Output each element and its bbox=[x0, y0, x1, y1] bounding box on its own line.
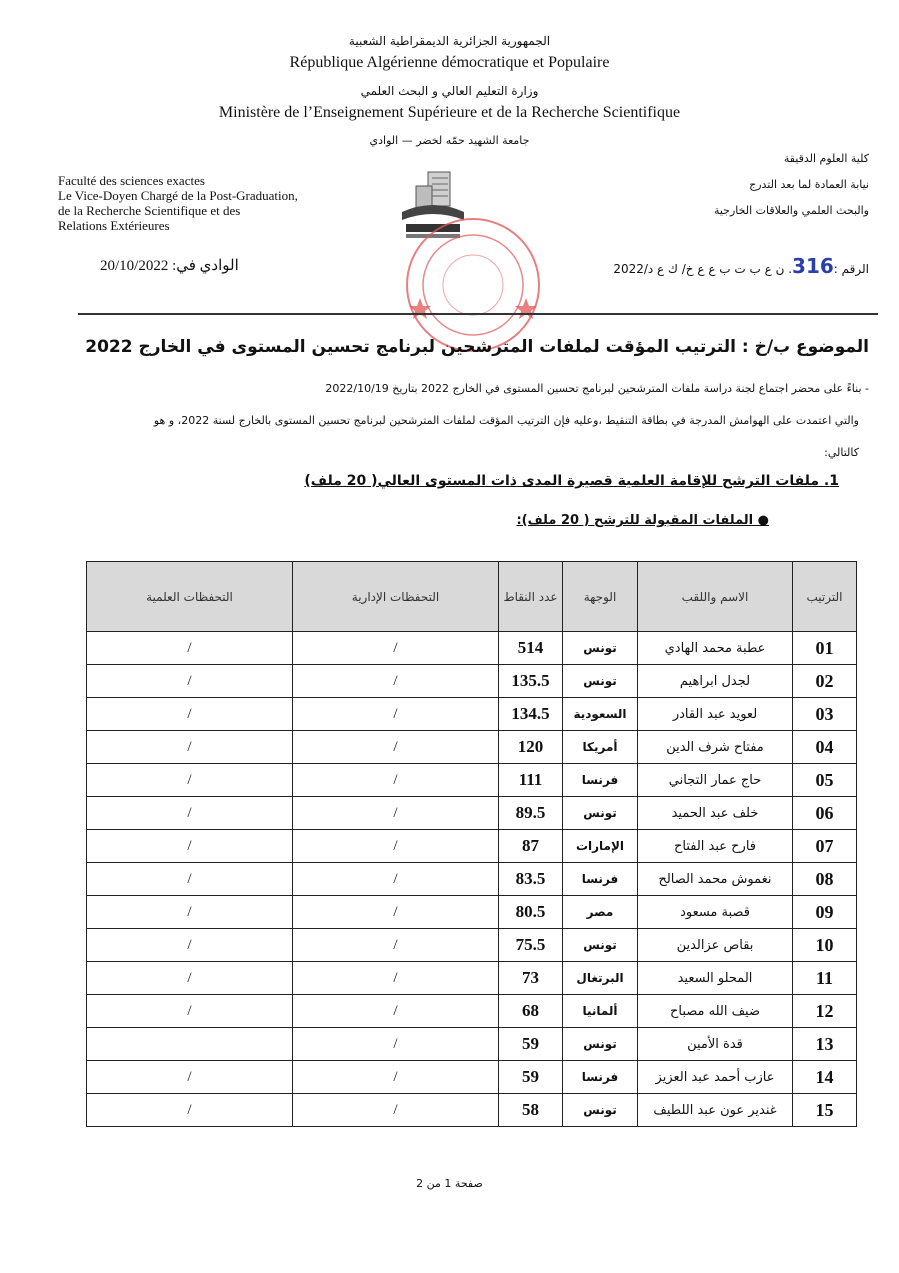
scientific-reservation-cell: / bbox=[87, 698, 293, 731]
destination-cell: ألمانيا bbox=[563, 995, 638, 1028]
destination-cell: أمريكا bbox=[563, 731, 638, 764]
scientific-reservation-cell: / bbox=[87, 1061, 293, 1094]
table-row bbox=[87, 929, 857, 962]
rank-cell: 07 bbox=[793, 830, 857, 863]
header-points: عدد النقاط bbox=[499, 562, 563, 632]
faculty-fr-line2: Le Vice-Doyen Chargé de la Post-Graduation, bbox=[58, 188, 298, 203]
name-cell: عطبة محمد الهادي bbox=[638, 632, 793, 665]
admin-reservation-cell: / bbox=[293, 995, 499, 1028]
reference-label: الرقم : bbox=[833, 262, 869, 276]
admin-reservation-cell: / bbox=[293, 797, 499, 830]
destination-cell: تونس bbox=[563, 929, 638, 962]
admin-reservation-cell: / bbox=[293, 698, 499, 731]
name-cell: خلف عبد الحميد bbox=[638, 797, 793, 830]
faculty-fr-line4: Relations Extérieures bbox=[58, 218, 170, 233]
rank-cell: 01 bbox=[793, 632, 857, 665]
scientific-reservation-cell: / bbox=[87, 1094, 293, 1127]
paragraph-3: كالتالي: bbox=[824, 446, 859, 459]
header-admin-reservations: التحفظات الإدارية bbox=[293, 562, 499, 632]
scientific-reservation-cell: / bbox=[87, 764, 293, 797]
header-rank: الترتيب bbox=[793, 562, 857, 632]
table-header-row bbox=[87, 562, 857, 632]
points-cell: 68 bbox=[499, 995, 563, 1028]
admin-reservation-cell: / bbox=[293, 1094, 499, 1127]
table-row bbox=[87, 896, 857, 929]
candidates-table-wrapper bbox=[86, 561, 856, 1127]
scientific-reservation-cell: / bbox=[87, 830, 293, 863]
destination-cell: فرنسا bbox=[563, 764, 638, 797]
name-cell: حاج عمار التجاني bbox=[638, 764, 793, 797]
rank-cell: 05 bbox=[793, 764, 857, 797]
points-cell: 514 bbox=[499, 632, 563, 665]
name-cell: لجدل ابراهيم bbox=[638, 665, 793, 698]
points-cell: 120 bbox=[499, 731, 563, 764]
rank-cell: 12 bbox=[793, 995, 857, 1028]
scientific-reservation-cell: / bbox=[87, 995, 293, 1028]
destination-cell: فرنسا bbox=[563, 863, 638, 896]
rank-cell: 15 bbox=[793, 1094, 857, 1127]
name-cell: لعويد عبد القادر bbox=[638, 698, 793, 731]
points-cell: 83.5 bbox=[499, 863, 563, 896]
header-scientific-reservations: التحفظات العلمية bbox=[87, 562, 293, 632]
name-cell: قدة الأمين bbox=[638, 1028, 793, 1061]
header-destination: الوجهة bbox=[563, 562, 638, 632]
rank-cell: 09 bbox=[793, 896, 857, 929]
scientific-reservation-cell bbox=[87, 1028, 293, 1061]
paragraph-1: - بناءً على محضر اجتماع لجنة دراسة ملفات المترشحين لبرنامج تحسين المستوى في الخارج 2022 بتاريخ 2022/10/19 bbox=[325, 382, 869, 395]
table-row bbox=[87, 830, 857, 863]
destination-cell: تونس bbox=[563, 797, 638, 830]
rank-cell: 06 bbox=[793, 797, 857, 830]
name-cell: عازب أحمد عبد العزيز bbox=[638, 1061, 793, 1094]
points-cell: 59 bbox=[499, 1061, 563, 1094]
admin-reservation-cell: / bbox=[293, 863, 499, 896]
table-row bbox=[87, 698, 857, 731]
name-cell: ضيف الله مصباح bbox=[638, 995, 793, 1028]
rank-cell: 14 bbox=[793, 1061, 857, 1094]
destination-cell: الإمارات bbox=[563, 830, 638, 863]
header-ministry-ar: وزارة التعليم العالي و البحث العلمي bbox=[360, 84, 539, 98]
rank-cell: 02 bbox=[793, 665, 857, 698]
admin-reservation-cell: / bbox=[293, 764, 499, 797]
scientific-reservation-cell: / bbox=[87, 863, 293, 896]
points-cell: 73 bbox=[499, 962, 563, 995]
table-row bbox=[87, 995, 857, 1028]
rank-cell: 10 bbox=[793, 929, 857, 962]
table-row bbox=[87, 797, 857, 830]
table-row bbox=[87, 1094, 857, 1127]
destination-cell: البرتغال bbox=[563, 962, 638, 995]
points-cell: 87 bbox=[499, 830, 563, 863]
rank-cell: 08 bbox=[793, 863, 857, 896]
paragraph-2: والتي اعتمدت على الهوامش المدرجة في بطاقة التنقيط ،وعليه فإن الترتيب المؤقت لملفات المترشحين لبرنامج تحسين المستوى بالخارج لسنة 2022، و هو bbox=[153, 414, 859, 427]
admin-reservation-cell: / bbox=[293, 962, 499, 995]
rank-cell: 03 bbox=[793, 698, 857, 731]
admin-reservation-cell: / bbox=[293, 896, 499, 929]
points-cell: 58 bbox=[499, 1094, 563, 1127]
table-row bbox=[87, 632, 857, 665]
scientific-reservation-cell: / bbox=[87, 929, 293, 962]
faculty-ar-block bbox=[609, 146, 869, 224]
scientific-reservation-cell: / bbox=[87, 731, 293, 764]
date-line: الوادي في: 20/10/2022 bbox=[100, 258, 239, 274]
points-cell: 135.5 bbox=[499, 665, 563, 698]
table-row bbox=[87, 731, 857, 764]
faculty-ar-line3: والبحث العلمي والعلاقات الخارجية bbox=[713, 204, 869, 217]
admin-reservation-cell: / bbox=[293, 1028, 499, 1061]
header-republic-fr: République Algérienne démocratique et Populaire bbox=[289, 54, 610, 71]
admin-reservation-cell: / bbox=[293, 1061, 499, 1094]
section-1-heading: 1. ملفات الترشح للإقامة العلمية قصيرة المدى ذات المستوى العالي( 20 ملف) bbox=[304, 473, 839, 489]
header-divider bbox=[78, 313, 878, 315]
table-row bbox=[87, 764, 857, 797]
table-row bbox=[87, 1061, 857, 1094]
scientific-reservation-cell: / bbox=[87, 665, 293, 698]
name-cell: مفتاح شرف الدين bbox=[638, 731, 793, 764]
table-row bbox=[87, 863, 857, 896]
admin-reservation-cell: / bbox=[293, 830, 499, 863]
points-cell: 75.5 bbox=[499, 929, 563, 962]
destination-cell: مصر bbox=[563, 896, 638, 929]
name-cell: نغموش محمد الصالح bbox=[638, 863, 793, 896]
destination-cell: تونس bbox=[563, 665, 638, 698]
admin-reservation-cell: / bbox=[293, 731, 499, 764]
rank-cell: 13 bbox=[793, 1028, 857, 1061]
page-footer: صفحة 1 من 2 bbox=[416, 1177, 483, 1190]
name-cell: فارح عبد الفتاح bbox=[638, 830, 793, 863]
destination-cell: تونس bbox=[563, 1028, 638, 1061]
admin-reservation-cell: / bbox=[293, 632, 499, 665]
faculty-fr-line1: Faculté des sciences exactes bbox=[58, 173, 205, 188]
name-cell: قصبة مسعود bbox=[638, 896, 793, 929]
name-cell: غندير عون عبد اللطيف bbox=[638, 1094, 793, 1127]
scientific-reservation-cell: / bbox=[87, 797, 293, 830]
subject-line: الموضوع ب/خ : الترتيب المؤقت لملفات المترشحين لبرنامج تحسين المستوى في الخارج 2022 bbox=[85, 337, 869, 357]
faculty-ar-line1: كلية العلوم الدقيقة bbox=[783, 152, 869, 165]
header-ministry-fr: Ministère de l’Enseignement Supérieure et de la Recherche Scientifique bbox=[218, 104, 681, 121]
name-cell: المحلو السعيد bbox=[638, 962, 793, 995]
reference-number bbox=[613, 254, 869, 278]
section-1-subheading: ● الملفات المقبولة للترشح ( 20 ملف): bbox=[516, 513, 769, 528]
admin-reservation-cell: / bbox=[293, 929, 499, 962]
destination-cell: تونس bbox=[563, 632, 638, 665]
points-cell: 111 bbox=[499, 764, 563, 797]
scientific-reservation-cell: / bbox=[87, 896, 293, 929]
faculty-ar-line2: نيابة العمادة لما بعد التدرج bbox=[749, 178, 869, 191]
faculty-fr-line3: de la Recherche Scientifique et des bbox=[58, 203, 241, 218]
scientific-reservation-cell: / bbox=[87, 632, 293, 665]
rank-cell: 11 bbox=[793, 962, 857, 995]
name-cell: بقاص عزالدين bbox=[638, 929, 793, 962]
points-cell: 80.5 bbox=[499, 896, 563, 929]
header-name: الاسم واللقب bbox=[638, 562, 793, 632]
table-body bbox=[87, 632, 857, 1127]
header-republic-ar: الجمهورية الجزائرية الديمقراطية الشعبية bbox=[348, 34, 551, 48]
rank-cell: 04 bbox=[793, 731, 857, 764]
table-row bbox=[87, 962, 857, 995]
table-row bbox=[87, 1028, 857, 1061]
scientific-reservation-cell: / bbox=[87, 962, 293, 995]
candidates-table bbox=[86, 561, 857, 1127]
table-row bbox=[87, 665, 857, 698]
points-cell: 134.5 bbox=[499, 698, 563, 731]
reference-suffix: . ن ع ب ت ب ع ع خ/ ك ع د/2022 bbox=[613, 262, 793, 276]
destination-cell: تونس bbox=[563, 1094, 638, 1127]
admin-reservation-cell: / bbox=[293, 665, 499, 698]
reference-handwritten-number: 316 bbox=[792, 254, 834, 278]
destination-cell: فرنسا bbox=[563, 1061, 638, 1094]
points-cell: 89.5 bbox=[499, 797, 563, 830]
header-university-ar: جامعة الشهيد حمّه لخضر — الوادي bbox=[369, 134, 530, 147]
faculty-fr-block bbox=[58, 173, 388, 233]
points-cell: 59 bbox=[499, 1028, 563, 1061]
destination-cell: السعودية bbox=[563, 698, 638, 731]
